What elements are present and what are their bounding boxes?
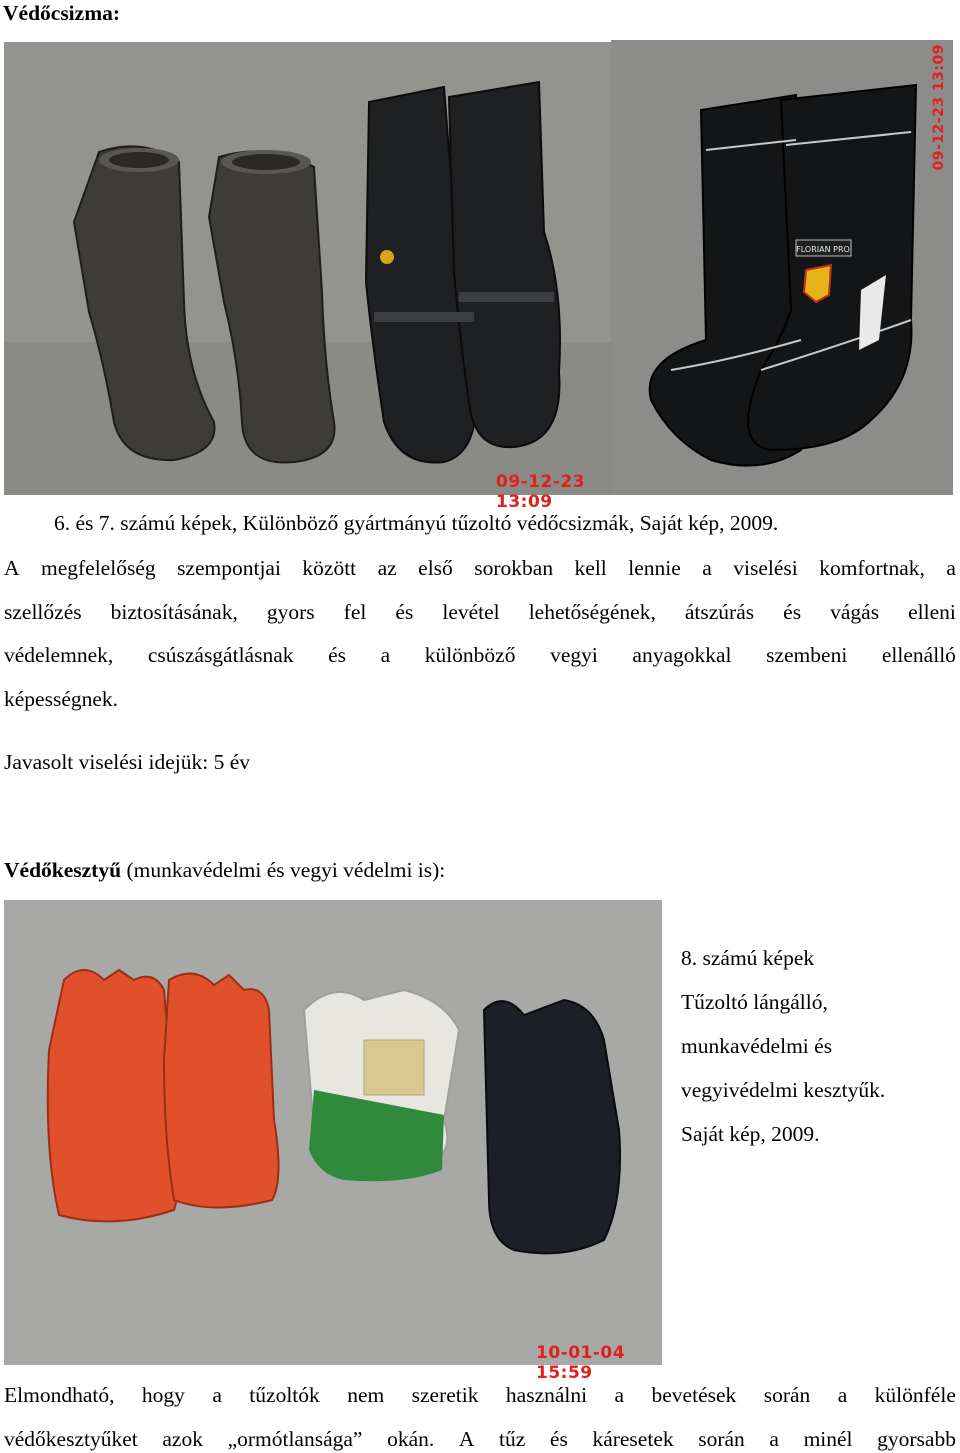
paragraph-line-1: A megfelelőség szempontjai között az első sorokban kell lennie a viselési komfortnak, a (4, 556, 956, 580)
photo-timestamp-vertical: 09-12-23 13:09 (931, 44, 947, 171)
photo-timestamp: 09-12-23 13:09 (496, 472, 586, 512)
wear-time: Javasolt viselési idejük: 5 év (4, 750, 251, 774)
gloves-caption-line-5: Saját kép, 2009. (681, 1122, 820, 1146)
closing-paragraph-line-2: védőkesztyűket azok „ormótlansága” okán. A tűz és káresetek során a minél gyorsabb (4, 1427, 956, 1451)
gloves-caption-line-1: 8. számú képek (681, 946, 815, 970)
photo-timestamp: 10-01-04 15:59 (536, 1343, 626, 1383)
gloves-illustration (4, 900, 662, 1365)
boots-illustration-right (611, 40, 953, 495)
gloves-caption-line-4: vegyivédelmi kesztyűk. (681, 1078, 886, 1102)
paragraph-line-2: szellőzés biztosításának, gyors fel és levétel lehetőségének, átszúrás és vágás elleni (4, 600, 956, 624)
boots-caption: 6. és 7. számú képek, Különböző gyártmányú tűzoltó védőcsizmák, Saját kép, 2009. (54, 511, 779, 535)
section-heading-boots: Védőcsizma: (3, 1, 121, 25)
section-heading-gloves: Védőkesztyű (munkavédelmi és vegyi védelmi is): (4, 858, 446, 882)
photo-boots-florian (611, 40, 953, 495)
closing-paragraph-line-1: Elmondható, hogy a tűzoltók nem szeretik használni a bevetések során a különféle (4, 1383, 956, 1407)
photo-boots-pairs (4, 42, 611, 512)
paragraph-line-4: képességnek. (4, 687, 119, 711)
paragraph-line-3: védelemnek, csúszásgátlásnak és a különböző vegyi anyagokkal szembeni ellenálló (4, 643, 956, 667)
boots-illustration-left (4, 42, 611, 495)
gloves-caption-line-2: Tűzoltó lángálló, (681, 990, 828, 1014)
boot-brand-label: FLORIAN PRO (796, 245, 850, 254)
gloves-caption-line-3: munkavédelmi és (681, 1034, 833, 1058)
photo-gloves (4, 900, 662, 1383)
